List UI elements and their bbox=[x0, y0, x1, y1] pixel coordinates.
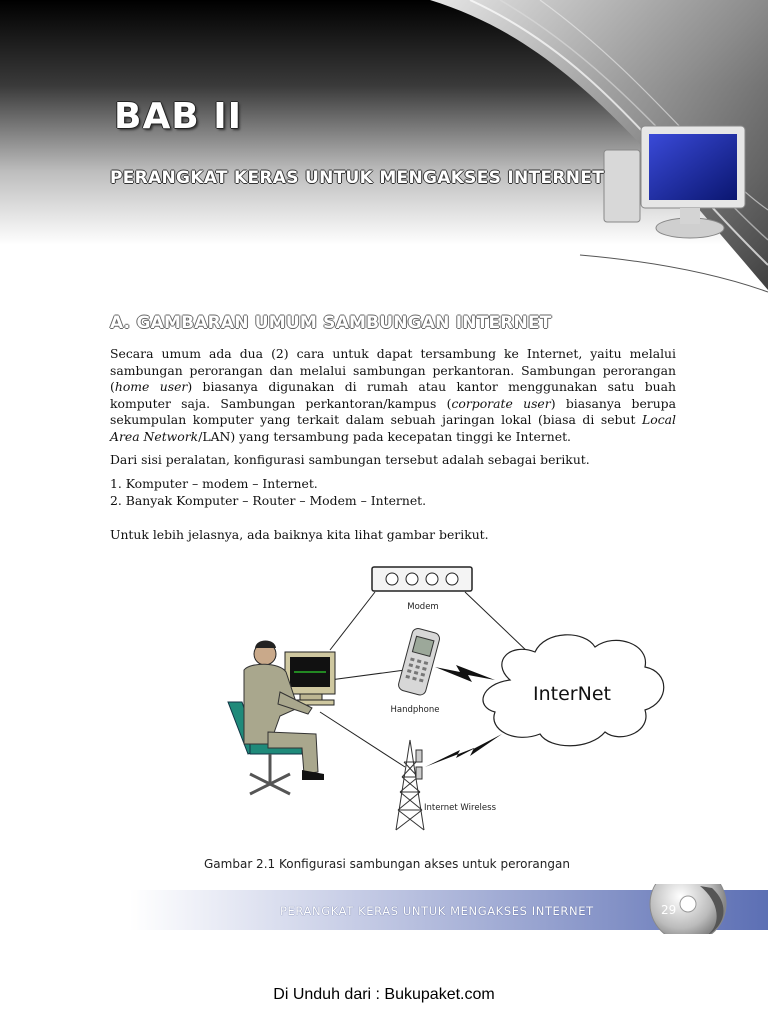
signal-bolt-icon bbox=[435, 665, 495, 682]
paragraph-2: Dari sisi peralatan, konfigurasi sambungan tersebut adalah sebagai berikut. bbox=[110, 451, 590, 467]
diagram-svg bbox=[220, 562, 680, 862]
wireless-label: Internet Wireless bbox=[423, 803, 497, 813]
paragraph-1: Secara umum ada dua (2) cara untuk dapat tersambung ke Internet, yaitu melalui sambungan perorangan dan melalui sambungan perkantoran. Sambungan perorangan (home user) biasanya digunakan di rumah atau kantor menggunakan satu buah komputer saja. Sambungan perkantoran/kampus (corporate user) biasanya berupa sekumpulan komputer yang terkait dalam sebuah jaringan lokal (biasa di sebut Local Area Network/LAN) yang tersambung pada kecepatan tinggi ke Internet. bbox=[110, 346, 676, 444]
section-heading: A. GAMBARAN UMUM SAMBUNGAN INTERNET bbox=[110, 313, 552, 333]
list-item: 2. Banyak Komputer – Router – Modem – Internet. bbox=[110, 492, 427, 508]
body-text bbox=[110, 346, 676, 550]
handphone-icon bbox=[397, 627, 441, 696]
handphone-label: Handphone bbox=[390, 705, 440, 715]
list-item: 1. Komputer – modem – Internet. bbox=[110, 476, 318, 492]
chapter-header bbox=[0, 0, 768, 300]
signal-bolt-icon bbox=[425, 734, 502, 767]
figure-caption: Gambar 2.1 Konfigurasi sambungan akses untuk perorangan bbox=[204, 857, 570, 871]
page-number: 29 bbox=[661, 903, 677, 917]
internet-label: InterNet bbox=[533, 683, 611, 705]
chapter-title: PERANGKAT KERAS UNTUK MENGAKSES INTERNET bbox=[110, 168, 605, 188]
user-at-computer-icon bbox=[228, 641, 335, 795]
header-background bbox=[0, 0, 768, 300]
download-source-note: Di Unduh dari : Bukupaket.com bbox=[273, 986, 495, 1003]
config-list bbox=[110, 476, 676, 509]
modem-label: Modem bbox=[407, 602, 439, 612]
wireless-tower-icon bbox=[396, 740, 424, 830]
network-diagram bbox=[220, 562, 680, 862]
paragraph-3: Untuk lebih jelasnya, ada baiknya kita lihat gambar berikut. bbox=[110, 527, 489, 543]
chapter-number: BAB II bbox=[114, 96, 243, 137]
modem-icon bbox=[372, 567, 472, 591]
running-title: PERANGKAT KERAS UNTUK MENGAKSES INTERNET bbox=[280, 904, 594, 918]
